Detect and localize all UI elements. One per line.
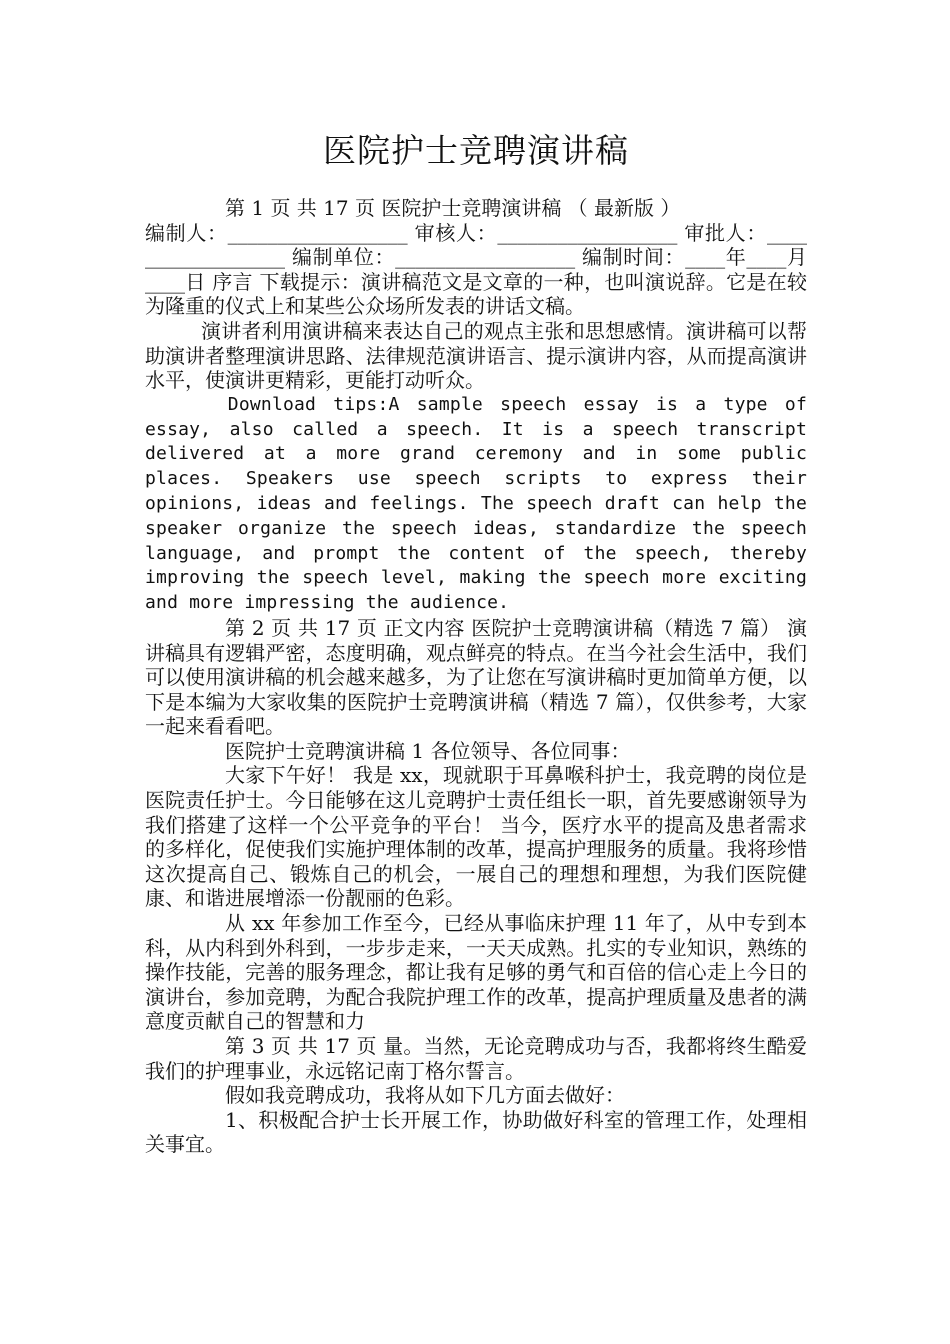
plan-paragraph: 假如我竞聘成功，我将从如下几方面去做好： [225, 1083, 625, 1108]
intro-paragraph: 演讲者利用演讲稿来表达自己的观点主张和思想感情。演讲稿可以帮助演讲者整理演讲思路、法律规范演讲语言、提示演讲内容，从而提高演讲水平，使演讲更精彩，更能打动听众。 [145, 318, 807, 393]
page2-paragraph: 第 2 页 共 17 页 正文内容 医院护士竞聘演讲稿（精选 7 篇） 演讲稿具有逻辑严密，态度明确，观点鲜亮的特点。在当今社会生活中，我们可以使用演讲稿的机会越来越多，为了让您在写演讲稿时更加简单方便，以下是本编为大家收集的医院护士竞聘演讲稿（精选 7 篇），仅供参考，大家一起来看看吧。 [145, 615, 807, 739]
page-header-line: 第 1 页 共 17 页 医院护士竞聘演讲稿 （ 最新版 ） [225, 196, 681, 220]
page3-paragraph: 第 3 页 共 17 页 量。当然，无论竞聘成功与否，我都将终生酷爱我们的护理事业，永远铭记南丁格尔誓言。 [145, 1034, 807, 1083]
plan-item-1: 1、积极配合护士长开展工作，协助做好科室的管理工作，处理相关事宜。 [145, 1107, 807, 1157]
greeting-paragraph: 大家下午好！ 我是 xx，现就职于耳鼻喉科护士，我竞聘的岗位是医院责任护士。今日能够在这儿竞聘护士责任组长一职，首先要感谢领导为我们搭建了这样一个公平竞争的平台！ 当今，医疗水平的提高及患者需求的多样化，促使我们实施护理体制的改革，提高护理服务的质量。我将珍惜这次提高自己、锻炼自己的机会，一展自己的理想和理想，为我们医院健康、和谐进展增添一份靓丽的色彩。 [145, 763, 807, 911]
experience-paragraph: 从 xx 年参加工作至今，已经从事临床护理 11 年了，从中专到本科，从内科到外科到，一步步走来，一天天成熟。扎实的专业知识，熟练的操作技能，完善的服务理念，都让我有足够的勇气和百倍的信心走上今日的演讲台，参加竞聘，为配合我院护理工作的改革，提高护理质量及患者的满意度贡献自己的智慧和力 [145, 911, 807, 1034]
document-title: 医院护士竞聘演讲稿 [323, 131, 629, 170]
english-paragraph: Download tips:A sample speech essay is a type of essay, also called a speech. It is a speech transcript delivered at a more grand ceremony and in some public places. Speakers use speech scripts to express their opinions, ideas and feelings. The speech draft can help the speaker organize the speech ideas, standardize the speech language, and prompt the content of the speech, thereby improving the speech level, making the speech more exciting and more impressing the audience. [145, 393, 807, 614]
document-page [145, 128, 807, 1157]
meta-block: 编制人：__________________ 审核人：__________________ 审批人：__________________ 编制单位：__________________ 编制时间：____年____月____日 序言 下载提示：演讲稿范文是文章的一种，也叫演说辞。它是在较为隆重的仪式上和某些公众场所发表的讲话文稿。 [145, 220, 807, 319]
speech1-heading: 医院护士竞聘演讲稿 1 各位领导、各位同事： [225, 738, 631, 763]
